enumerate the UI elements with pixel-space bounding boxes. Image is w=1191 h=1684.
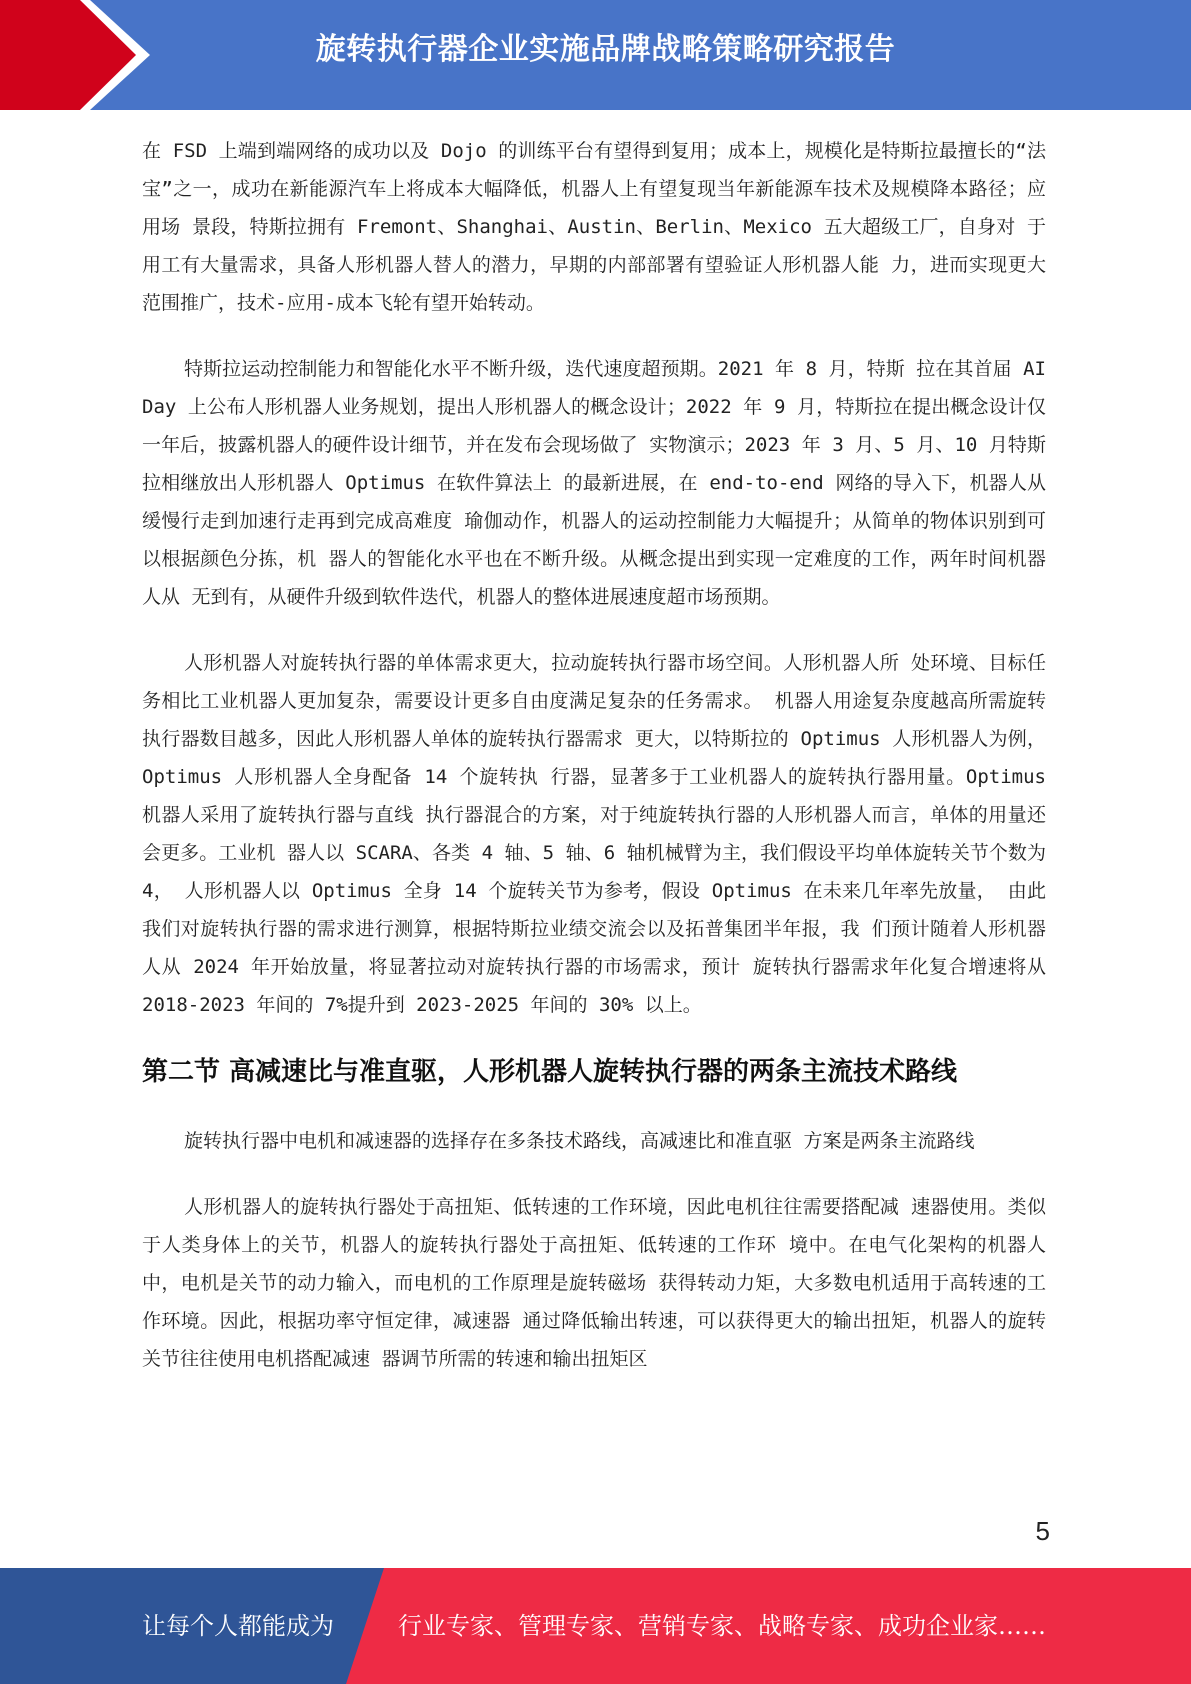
document-body (142, 132, 1046, 1406)
header-title: 旋转执行器企业实施品牌战略策略研究报告 (315, 32, 896, 67)
body-paragraph: 人形机器人的旋转执行器处于高扭矩、低转速的工作环境，因此电机往往需要搭配减 速器使用。类似于人类身体上的关节，机器人的旋转执行器处于高扭矩、低转速的工作环 境中。在电气化架构的机器人中，电机是关节的动力输入，而电机的工作原理是旋转磁场 获得转动力矩，大多数电机适用于高转速的工作环境。因此，根据功率守恒定律，减速器 通过降低输出转速，可以获得更大的输出扭矩，机器人的旋转关节往往使用电机搭配减速 器调节所需的转速和输出扭矩区 (142, 1196, 1046, 1370)
page-header (0, 0, 1191, 110)
body-paragraph: 特斯拉运动控制能力和智能化水平不断升级，迭代速度超预期。2021 年 8 月，特斯 拉在其首届 AI Day 上公布人形机器人业务规划，提出人形机器人的概念设计；2022 年 9 月，特斯拉在提出概念设计仅一年后，披露机器人的硬件设计细节，并在发布会现场做了 实物演示；2023 年 3 月、5 月、10 月特斯拉相继放出人形机器人 Optimus 在软件算法上 的最新进展，在 end-to-end 网络的导入下，机器人从缓慢行走到加速行走再到完成高难度 瑜伽动作，机器人的运动控制能力大幅提升；从简单的物体识别到可以根据颜色分拣，机 器人的智能化水平也在不断升级。从概念提出到实现一定难度的工作，两年时间机器人从 无到有，从硬件升级到软件迭代，机器人的整体进展速度超市场预期。 (142, 358, 1046, 608)
section-heading: 第二节 高减速比与准直驱，人形机器人旋转执行器的两条主流技术路线 (142, 1057, 958, 1087)
page-number: 5 (1035, 1516, 1050, 1546)
footer-slogan-left: 让每个人都能成为 (142, 1612, 334, 1640)
footer-slogan-right: 行业专家、管理专家、营销专家、战略专家、成功企业家…… (398, 1612, 1046, 1640)
body-paragraph: 旋转执行器中电机和减速器的选择存在多条技术路线，高减速比和准直驱 方案是两条主流路线 (184, 1130, 975, 1152)
page-footer (0, 1568, 1191, 1684)
body-paragraph: 在 FSD 上端到端网络的成功以及 Dojo 的训练平台有望得到复用；成本上，规模化是特斯拉最擅长的“法宝”之一，成功在新能源汽车上将成本大幅降低，机器人上有望复现当年新能源车技术及规模降本路径；应用场 景段，特斯拉拥有 Fremont、Shanghai、Austin、Berlin、Mexico 五大超级工厂，自身对 于用工有大量需求，具备人形机器人替人的潜力，早期的内部部署有望验证人形机器人能 力，进而实现更大范围推广，技术-应用-成本飞轮有望开始转动。 (142, 140, 1046, 314)
body-paragraph: 人形机器人对旋转执行器的单体需求更大，拉动旋转执行器市场空间。人形机器人所 处环境、目标任务相比工业机器人更加复杂，需要设计更多自由度满足复杂的任务需求。 机器人用途复杂度越高所需旋转执行器数目越多，因此人形机器人单体的旋转执行器需求 更大，以特斯拉的 Optimus 人形机器人为例，Optimus 人形机器人全身配备 14 个旋转执 行器，显著多于工业机器人的旋转执行器用量。Optimus 机器人采用了旋转执行器与直线 执行器混合的方案，对于纯旋转执行器的人形机器人而言，单体的用量还会更多。工业机 器人以 SCARA、各类 4 轴、5 轴、6 轴机械臂为主，我们假设平均单体旋转关节个数为 4， 人形机器人以 Optimus 全身 14 个旋转关节为参考，假设 Optimus 在未来几年率先放量， 由此我们对旋转执行器的需求进行测算，根据特斯拉业绩交流会以及拓普集团半年报，我 们预计随着人形机器人从 2024 年开始放量，将显著拉动对旋转执行器的市场需求，预计 旋转执行器需求年化复合增速将从 2018-2023 年间的 7%提升到 2023-2025 年间的 30% 以上。 (142, 652, 1046, 1016)
